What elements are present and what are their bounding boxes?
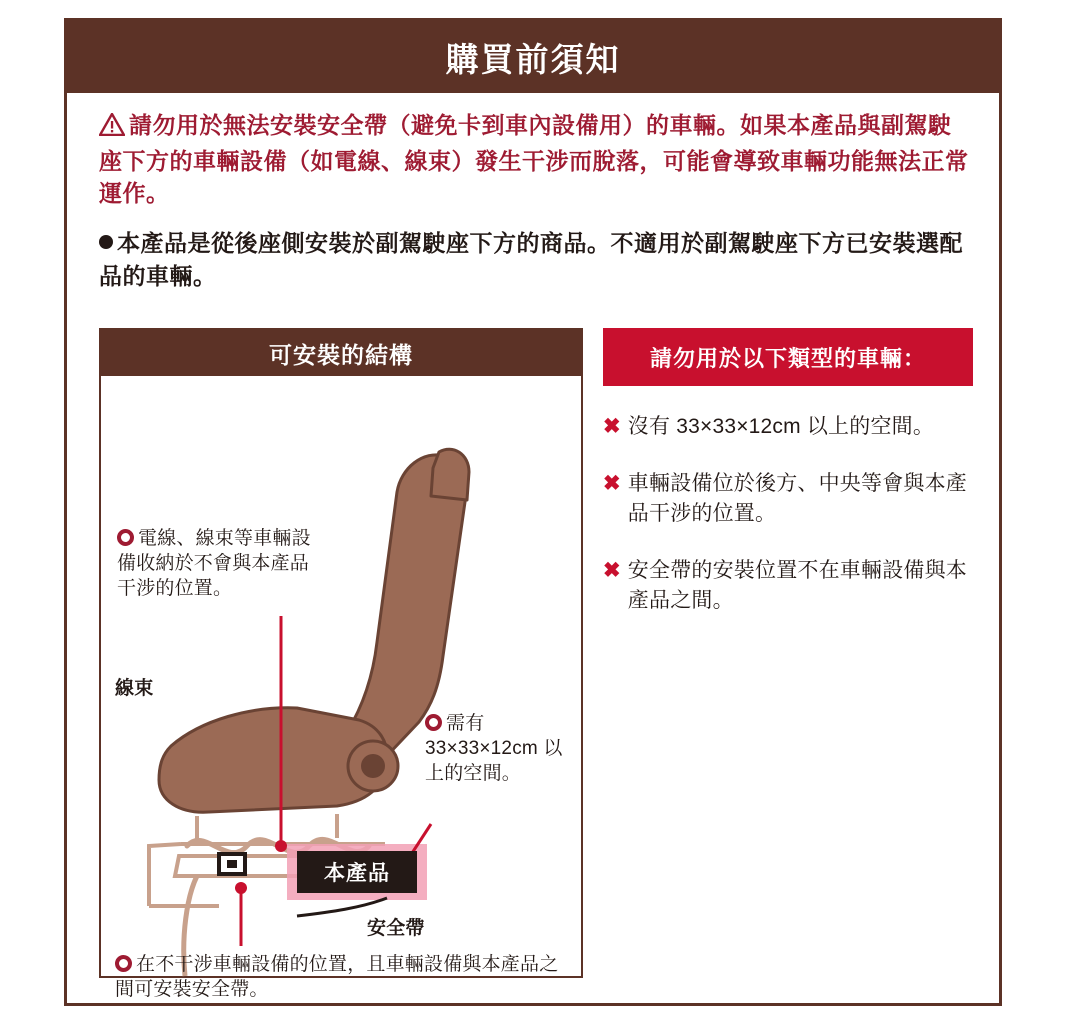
harness-label: 線束 — [115, 678, 154, 699]
prohibited-vehicles-title: 請勿用於以下類型的車輛： — [649, 345, 926, 371]
prohibited-list — [603, 412, 973, 615]
bullet-dot-icon — [99, 235, 113, 249]
seatbelt-label: 安全帶 — [367, 918, 425, 939]
warning-text: 請勿用於無法安裝安全帶（避免卡到車內設備用）的車輛。如果本產品與副駕駛座下方的車輛設備（如電線、線束）發生干涉而脫落，可能會導致車輛功能無法正常運作。 — [99, 112, 969, 207]
page-title: 購買前須知 — [445, 40, 621, 78]
cross-mark-icon: ✖ — [603, 559, 621, 583]
list-item — [603, 556, 973, 615]
content-frame — [64, 18, 1002, 1006]
wiring-label: 電線、線束等車輛設備收納於不會與本產品干涉的位置。 — [117, 528, 311, 600]
prohibited-vehicles-header — [603, 328, 973, 386]
prohibited-vehicles-panel — [603, 328, 973, 643]
list-item-text: 安全帶的安裝位置不在車輛設備與本產品之間。 — [627, 559, 967, 612]
product-label-tag: 本產品 — [297, 851, 417, 893]
ok-ring-icon — [117, 529, 134, 546]
cross-mark-icon: ✖ — [603, 472, 621, 496]
note-paragraph — [99, 227, 983, 294]
list-item — [603, 412, 973, 441]
list-item-text: 沒有 33×33×12cm 以上的空間。 — [627, 415, 935, 438]
warning-triangle-icon — [99, 112, 125, 145]
bottom-note-label: 在不干涉車輛設備的位置，且車輛設備與本產品之間可安裝安全帶。 — [115, 954, 559, 1001]
installable-structure-header — [101, 330, 581, 376]
list-item — [603, 469, 973, 528]
note-text: 本產品是從後座側安裝於副駕駛座下方的商品。不適用於副駕駛座下方已安裝選配品的車輛。 — [99, 230, 963, 290]
seat-diagram — [101, 376, 581, 1001]
page-header — [67, 21, 999, 93]
ok-ring-icon-3 — [115, 955, 132, 972]
ok-ring-icon-2 — [425, 714, 442, 731]
space-label: 需有 33×33×12cm 以上的空間。 — [425, 713, 563, 785]
list-item-text: 車輛設備位於後方、中央等會與本產品干涉的位置。 — [627, 472, 967, 525]
warning-paragraph — [99, 109, 973, 210]
installable-structure-panel — [99, 328, 583, 1001]
installable-structure-title: 可安裝的結構 — [269, 341, 413, 368]
cross-mark-icon: ✖ — [603, 415, 621, 438]
